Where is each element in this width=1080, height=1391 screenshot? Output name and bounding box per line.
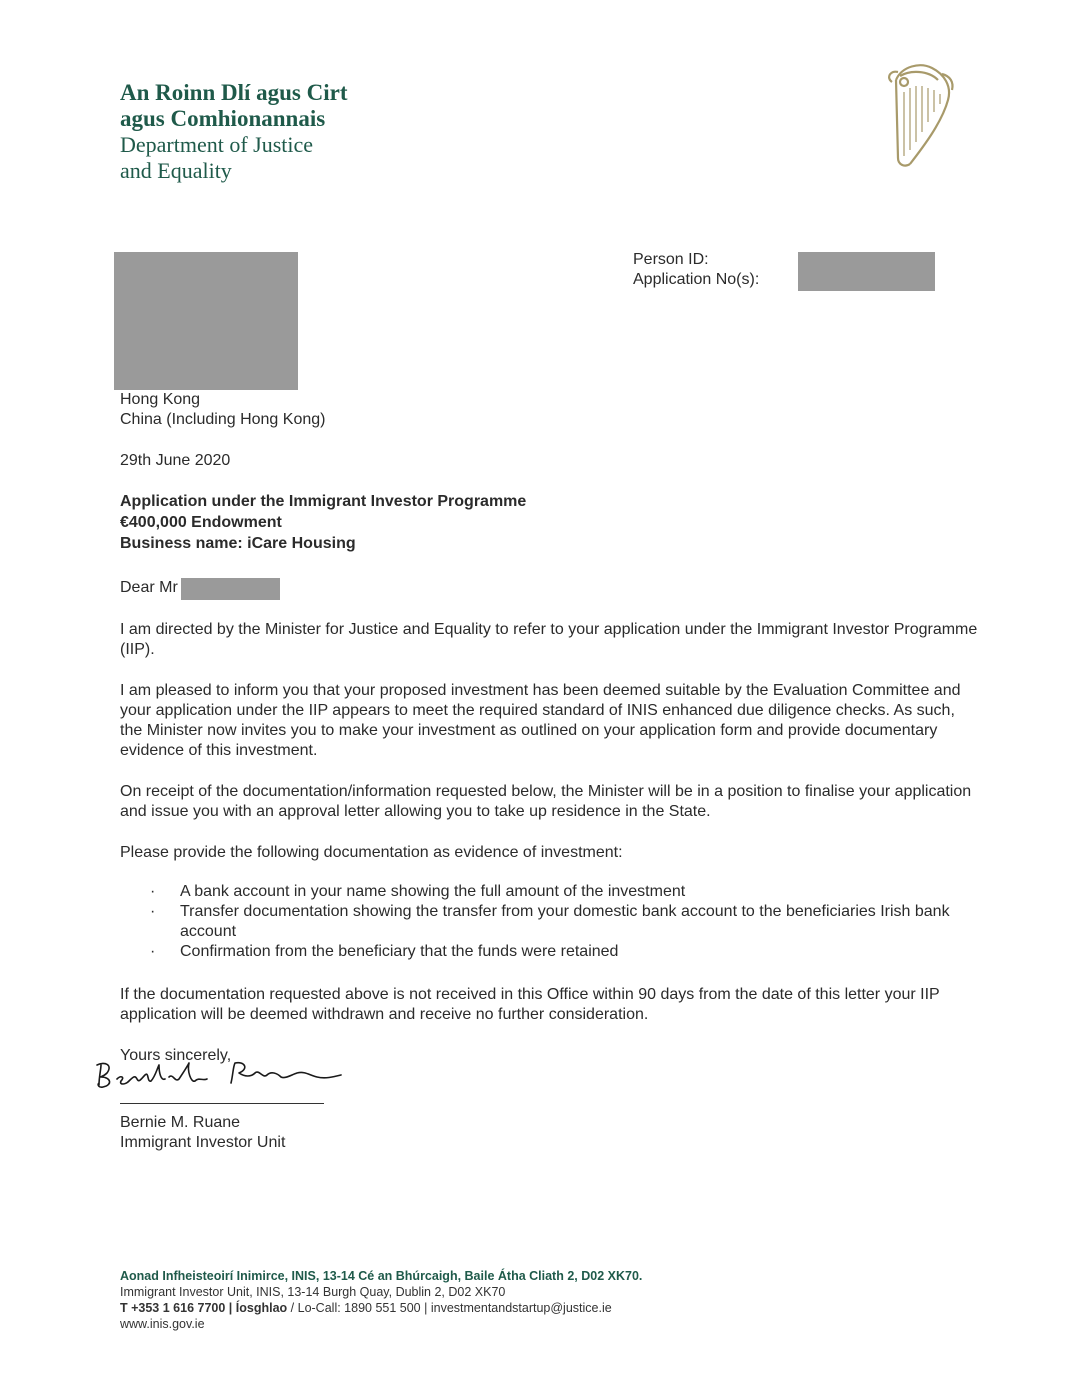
- reference-block: [633, 250, 759, 290]
- footer-contact-line: T +353 1 616 7700 | Íosghlao / Lo-Call: 1890 551 500 | investmentandstartup@justice.ie: [120, 1301, 612, 1315]
- footer-email: investmentandstartup@justice.ie: [430, 1301, 612, 1315]
- address-city: Hong Kong: [120, 391, 201, 408]
- redacted-reference-numbers: [798, 252, 935, 291]
- person-id-label: Person ID:: [633, 251, 709, 268]
- application-number-label: Application No(s):: [633, 271, 760, 288]
- footer-english-address: Immigrant Investor Unit, INIS, 13-14 Burgh Quay, Dublin 2, D02 XK70: [120, 1285, 506, 1299]
- recipient-address: [120, 390, 325, 430]
- footer-locall: / Lo-Call: 1890 551 500: [290, 1301, 421, 1315]
- footer-phone: T +353 1 616 7700: [120, 1301, 226, 1315]
- letter-date: 29th June 2020: [120, 452, 231, 469]
- footer-irish-address: Aonad Infheisteoirí Inimirce, INIS, 13-14 Cé an Bhúrcaigh, Baile Átha Cliath 2, D02 XK70.: [120, 1269, 643, 1283]
- department-name-english-line1: Department of Justice: [120, 132, 314, 157]
- redacted-recipient-surname: [181, 578, 280, 600]
- salutation: Dear Mr: [120, 579, 178, 596]
- subject-line3: Business name: iCare Housing: [120, 535, 356, 552]
- harp-emblem-icon: [880, 60, 958, 172]
- bullet-icon: ·: [150, 883, 156, 900]
- body-paragraph-5: If the documentation requested above is not received in this Office within 90 days from the date of this letter your IIP application will be deemed withdrawn and receive no further consideration.: [120, 986, 940, 1023]
- signature-line: [120, 1103, 324, 1104]
- department-name-irish-line1: An Roinn Dlí agus Cirt: [120, 80, 348, 105]
- body-paragraph-4: Please provide the following documentation as evidence of investment:: [120, 844, 623, 861]
- signatory-block: [120, 1113, 285, 1153]
- department-name-english-line2: and Equality: [120, 158, 232, 183]
- list-item: · Transfer documentation showing the transfer from your domestic bank account to the beneficiaries Irish bank account: [150, 903, 950, 940]
- body-paragraph-1: I am directed by the Minister for Justice and Equality to refer to your application under the Immigrant Investor Programme (IIP).: [120, 621, 978, 658]
- department-name-irish-line2: agus Comhionannais: [120, 106, 326, 131]
- subject-line1: Application under the Immigrant Investor Programme: [120, 493, 527, 510]
- bullet-icon: ·: [150, 903, 156, 920]
- signatory-unit: Immigrant Investor Unit: [120, 1134, 286, 1151]
- list-item: · A bank account in your name showing the full amount of the investment: [150, 883, 686, 900]
- footer-locall-irish: Íosghlao: [235, 1301, 288, 1315]
- valediction: Yours sincerely,: [120, 1047, 232, 1064]
- subject-line2: €400,000 Endowment: [120, 514, 282, 531]
- evidence-list: [120, 882, 980, 962]
- redacted-recipient-name-address: [114, 252, 298, 390]
- bullet-icon: ·: [150, 943, 156, 960]
- handwritten-signature: [95, 1055, 345, 1095]
- body-paragraph-2: I am pleased to inform you that your proposed investment has been deemed suitable by the Evaluation Committee and your application under the IIP appears to meet the required standard of INIS enhanced due diligence checks. As such, the Minister now invites you to make your investment as outlined on your application form and provide documentary evidence of this investment.: [120, 682, 961, 759]
- footer-website: www.inis.gov.ie: [120, 1317, 205, 1331]
- address-country: China (Including Hong Kong): [120, 411, 326, 428]
- list-item: · Confirmation from the beneficiary that the funds were retained: [150, 943, 619, 960]
- signatory-name: Bernie M. Ruane: [120, 1114, 241, 1131]
- subject-block: [120, 491, 526, 554]
- department-letterhead: [120, 80, 347, 184]
- body-paragraph-3: On receipt of the documentation/information requested below, the Minister will be in a position to finalise your application and issue you with an approval letter allowing you to take up residence in the State.: [120, 783, 972, 820]
